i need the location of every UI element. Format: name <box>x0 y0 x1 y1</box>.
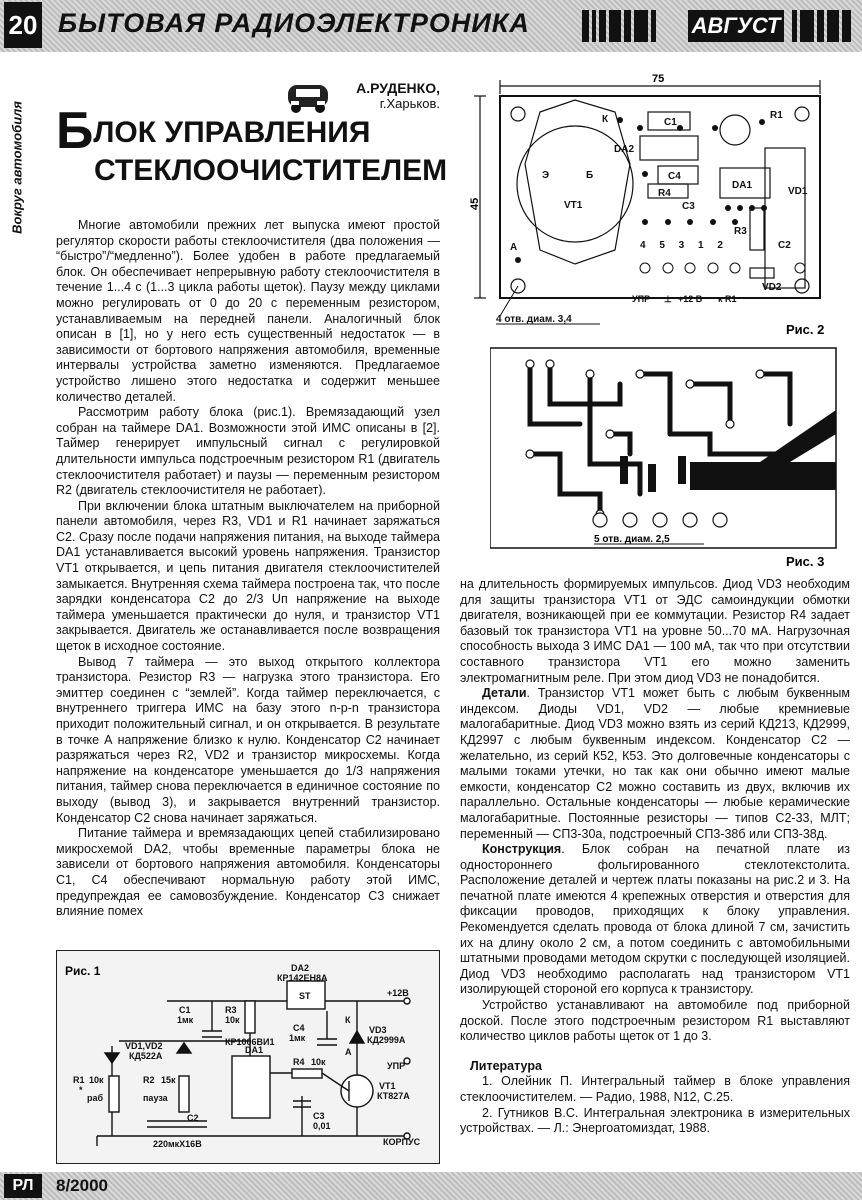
label-r1v: 10к <box>89 1075 104 1085</box>
label-upr: УПР <box>387 1061 406 1071</box>
footer-bar <box>0 1172 862 1200</box>
label-korpus: КОРПУС <box>383 1137 421 1147</box>
reference-item: 1. Олейник П. Интегральный таймер в блоке управления стеклоочистителем. — Радио, 1988, N12, С.25. <box>460 1074 850 1104</box>
fig3-holes-note: 5 отв. диам. 2,5 <box>594 534 670 545</box>
label-vt1-part: КТ827А <box>377 1091 410 1101</box>
figure-1-schematic <box>56 950 440 1164</box>
label-r1: R1 <box>73 1075 85 1085</box>
paragraph: Рассмотрим работу блока (рис.1). Времязадающий узел собран на таймере DA1. Возможности этой ИМС описаны в [2]. Таймер генерирует импульсный сигнал с регулировкой длительности импульса подстроечным резистором R1 (двигатель стеклоочистителя работает) и паузы — переменным резистором R2 (двигатель стеклоочистителя не работает). <box>56 405 440 498</box>
fig2-da1: DA1 <box>732 180 753 191</box>
fig2-dim-width: 75 <box>652 73 665 85</box>
footer-issue: 8/2000 <box>56 1176 108 1195</box>
fig2-da2: DA2 <box>614 144 635 155</box>
title-line1: ЛОК УПРАВЛЕНИЯ <box>93 116 371 149</box>
label-r4: R4 <box>293 1057 305 1067</box>
decor-bars-left <box>582 10 656 42</box>
label-r2v: 15к <box>161 1075 176 1085</box>
paragraph-text: . Транзистор VT1 может быть с любым буквенным индексом. Диоды VD1, VD2 — любые кремниевые малогабаритные. Диод VD3 можно взять из серий КД213, КД2999, КД2997 с любым буквенным индексом. Конденсатор C2 — желательно, из серий К52, К53. Это долговечные конденсаторы с малыми токами утечки, но так как они обычно имеют малые емкости, конденсатор C2 можно составить из двух, включив их параллельно. Остальные конденсаторы — любые керамические малогабаритные. Постоянные резисторы — типов С2-33, МЛТ; переменный — СП3-30а, подстроечный СП3-38б или СП3-38д. <box>460 686 850 841</box>
title-dropcap: Б <box>56 102 94 160</box>
fig2-e: Э <box>542 170 550 181</box>
fig2-a: A <box>510 242 518 253</box>
label-c2v: 220мкХ16В <box>153 1139 202 1149</box>
paragraph: Многие автомобили прежних лет выпуска имеют простой регулятор скорости работы стеклоочистителя (два положения — “быстро”/“медленно”). Более удобен в работе предлагаемый блок. Он обеспечивает непрерывную работу стеклоочистителя в течение 1...4 с (1...3 цикла работы щеток). Паузу между циклами можно регулировать от 0 до 20 с переменным резистором, устанавливаемым на передней панели. Аналогичный блок описан в [1], но у него есть существенный недостаток — в зависимости от бортового напряжения автомобиля, временные интервалы устройства заметно изменяются. Предлагаемое устройство лишено этого недостатка и содержит меньшее количество деталей. <box>56 218 440 404</box>
fig2-r3: R3 <box>734 226 747 237</box>
paragraph-text: . Блок собран на печатной плате из одностороннего фольгированного стеклотекстолита. Расположение деталей и чертеж платы показаны на рис.2 и 3. На печатной плате имеются 4 крепежных отверстия и отверстия для фиксации проводов, приходящих к блоку управления. Рекомендуется сделать провода от блока длиной 7 см, зачистить их на длину около 2 см, а потом соединить с автомобильными штатными проводами методом скрутки с последующей изоляцией. Диод VD3 необходимо располагать над транзистором VT1 изолирующей стороной его корпуса к транзистору. <box>460 842 850 997</box>
left-column <box>56 218 440 920</box>
fig2-b: Б <box>586 170 594 181</box>
paragraph <box>460 842 850 998</box>
paragraph-text: Устройство устанавливают на автомобиле под приборной доской. После этого подстроечным резистором R1 выставляют количество циклов работы щеток от 1 до 3. <box>460 998 850 1044</box>
label-da2-part: КР142ЕН8А <box>277 973 328 983</box>
label-c1: C1 <box>179 1005 191 1015</box>
label-c4: C4 <box>293 1023 305 1033</box>
figure-2-layout <box>470 72 850 340</box>
paragraph-lead: Конструкция <box>482 842 562 857</box>
fig2-vd1: VD1 <box>788 186 808 197</box>
decor-bars-right <box>792 10 851 42</box>
references-heading: Литература <box>470 1058 542 1073</box>
section-title: БЫТОВАЯ РАДИОЭЛЕКТРОНИКА <box>58 8 530 38</box>
fig2-upr: УПР <box>632 294 651 304</box>
fig2-r4: R4 <box>658 188 671 199</box>
label-da1: DA1 <box>245 1045 264 1055</box>
pcb-drawing <box>490 344 850 572</box>
fig2-r1: R1 <box>770 110 783 121</box>
author-name: А.РУДЕНКО, <box>356 80 440 96</box>
label-r1-desc: раб <box>87 1093 104 1103</box>
month-label: АВГУСТ <box>688 10 784 42</box>
label-vt1: VT1 <box>379 1081 396 1091</box>
page-number: 20 <box>4 2 42 48</box>
label-vd12-part: КД522А <box>129 1051 163 1061</box>
paragraph: Вывод 7 таймера — это выход открытого коллектора транзистора. Резистор R3 — нагрузка этого транзистора. Его эмиттер соединен с “землей”. Когда таймер переключается, с внутреннего триггера ИМС на базу этого n-p-n транзистора приходит положительный сигнал, и он открывается. В результате в точке А напряжение близко к нулю. Конденсатор C2 начинает разряжаться через R2, VD2 и транзистор микросхемы. Когда напряжение на конденсаторе уменьшается до 1/3 напряжения питания, таймер снова переключается в единичное состояние по выходу (вывод 3), и закрывается внутренний транзистор. Конденсатор C2 снова начинает заряжаться. <box>56 654 440 825</box>
paragraph: Питание таймера и времязадающих цепей стабилизировано микросхемой DA2, чтобы временные параметры блока не зависели от бортового напряжения автомобиля. Конденсаторы C1, C4 обеспечивают нормальную работу этой ИМС, предупреждая ее самовозбуждение. Конденсатор C3 снижает влияние помех <box>56 826 440 919</box>
board-layout-drawing <box>470 72 850 340</box>
fig2-c4: C4 <box>668 171 681 182</box>
fig2-holes-note: 4 отв. диам. 3,4 <box>496 314 572 325</box>
paragraph-lead: Детали <box>482 686 527 701</box>
label-da1-part: КР1006ВИ1 <box>225 1037 275 1047</box>
label-vd3: VD3 <box>369 1025 387 1035</box>
paragraph: При включении блока штатным выключателем на приборной панели автомобиля, через R3, VD1 и R1 начинает заряжаться C2. Сразу после подачи напряжения питания, на выходе таймера DA1 устанавливается высокий уровень напряжения. Транзистор VT1 открывается, и цепь питания двигателя стеклоочистителей замыкается. Внутренняя схема таймера построена так, что после зарядки конденсатора C2 до 2/3 Uп напряжение на выходе таймера уменьшается практически до нуля, и транзистор VT1 закрывается. Двигатель же останавливается после возвращения щеток в исходное состояние. <box>56 498 440 654</box>
label-vd3-part: КД2999А <box>367 1035 406 1045</box>
figure-3-pcb <box>490 344 850 572</box>
fig2-c1: C1 <box>664 117 677 128</box>
paragraph <box>460 998 850 1045</box>
fig2-p12: +12 В <box>678 294 703 304</box>
paragraph-text: на длительность формируемых импульсов. Диод VD3 необходим для защиты транзистора VT1 от ЭДС самоиндукции обмотки двигателя, возникающей при ее коммутации. Резистор R4 задает базовый ток транзистора VT1 на уровне 50...70 мА. Нагрузочная способность выхода 3 ИМС DA1 — 100 мА, так что при отсутствии составного транзистора VT1 его можно заменить электромагнитным реле. При этом диод VD3 не понадобится. <box>460 577 850 685</box>
reference-item: 2. Гутников В.С. Интегральная электроника в измерительных устройствах. — Л.: Энергоатомиздат, 1988. <box>460 1105 850 1136</box>
label-k: К <box>345 1015 351 1025</box>
label-c4v: 1мк <box>289 1033 306 1043</box>
label-p12: +12В <box>387 988 409 998</box>
paragraph <box>460 577 850 686</box>
sidebar-rubric <box>2 75 32 270</box>
fig2-caption: Рис. 2 <box>786 322 825 337</box>
label-c3v: 0,01 <box>313 1121 331 1131</box>
label-r1-star: * <box>79 1085 83 1095</box>
label-a: A <box>345 1047 352 1057</box>
author-city: г.Харьков. <box>379 96 440 111</box>
fig2-vt1: VT1 <box>564 200 583 211</box>
label-r2: R2 <box>143 1075 155 1085</box>
fig3-caption: Рис. 3 <box>786 554 825 569</box>
label-r2-desc: пауза <box>143 1093 168 1103</box>
sidebar-rubric-text: Вокруг автомобиля <box>9 101 25 234</box>
fig2-c2: C2 <box>778 240 791 251</box>
label-r3v: 10к <box>225 1015 240 1025</box>
label-vd12: VD1,VD2 <box>125 1041 163 1051</box>
fig2-c3: C3 <box>682 201 695 212</box>
label-r3: R3 <box>225 1005 237 1015</box>
fig1-caption: Рис. 1 <box>65 964 101 978</box>
fig2-vd2: VD2 <box>762 282 782 293</box>
fig2-kr1: к R1 <box>718 294 737 304</box>
label-c3: C3 <box>313 1111 325 1121</box>
label-da2: DA2 <box>291 963 310 973</box>
label-c1v: 1мк <box>177 1015 194 1025</box>
label-c2: C2 <box>187 1113 199 1123</box>
car-icon <box>282 75 334 115</box>
author-block <box>342 80 440 111</box>
footer-logo: РЛ <box>4 1174 42 1198</box>
fig2-k: К <box>602 114 609 125</box>
fig2-pin-numbers: 4 5 3 1 2 <box>640 240 723 251</box>
right-column <box>460 577 850 1137</box>
label-st: ST <box>299 991 311 1001</box>
title-line2: СТЕКЛООЧИСТИТЕЛЕМ <box>94 154 448 187</box>
paragraph <box>460 686 850 842</box>
fig2-gnd: ⊥ <box>664 294 672 304</box>
schematic-drawing <box>57 951 439 1163</box>
label-r4v: 10к <box>311 1057 326 1067</box>
fig2-dim-height: 45 <box>470 197 481 210</box>
